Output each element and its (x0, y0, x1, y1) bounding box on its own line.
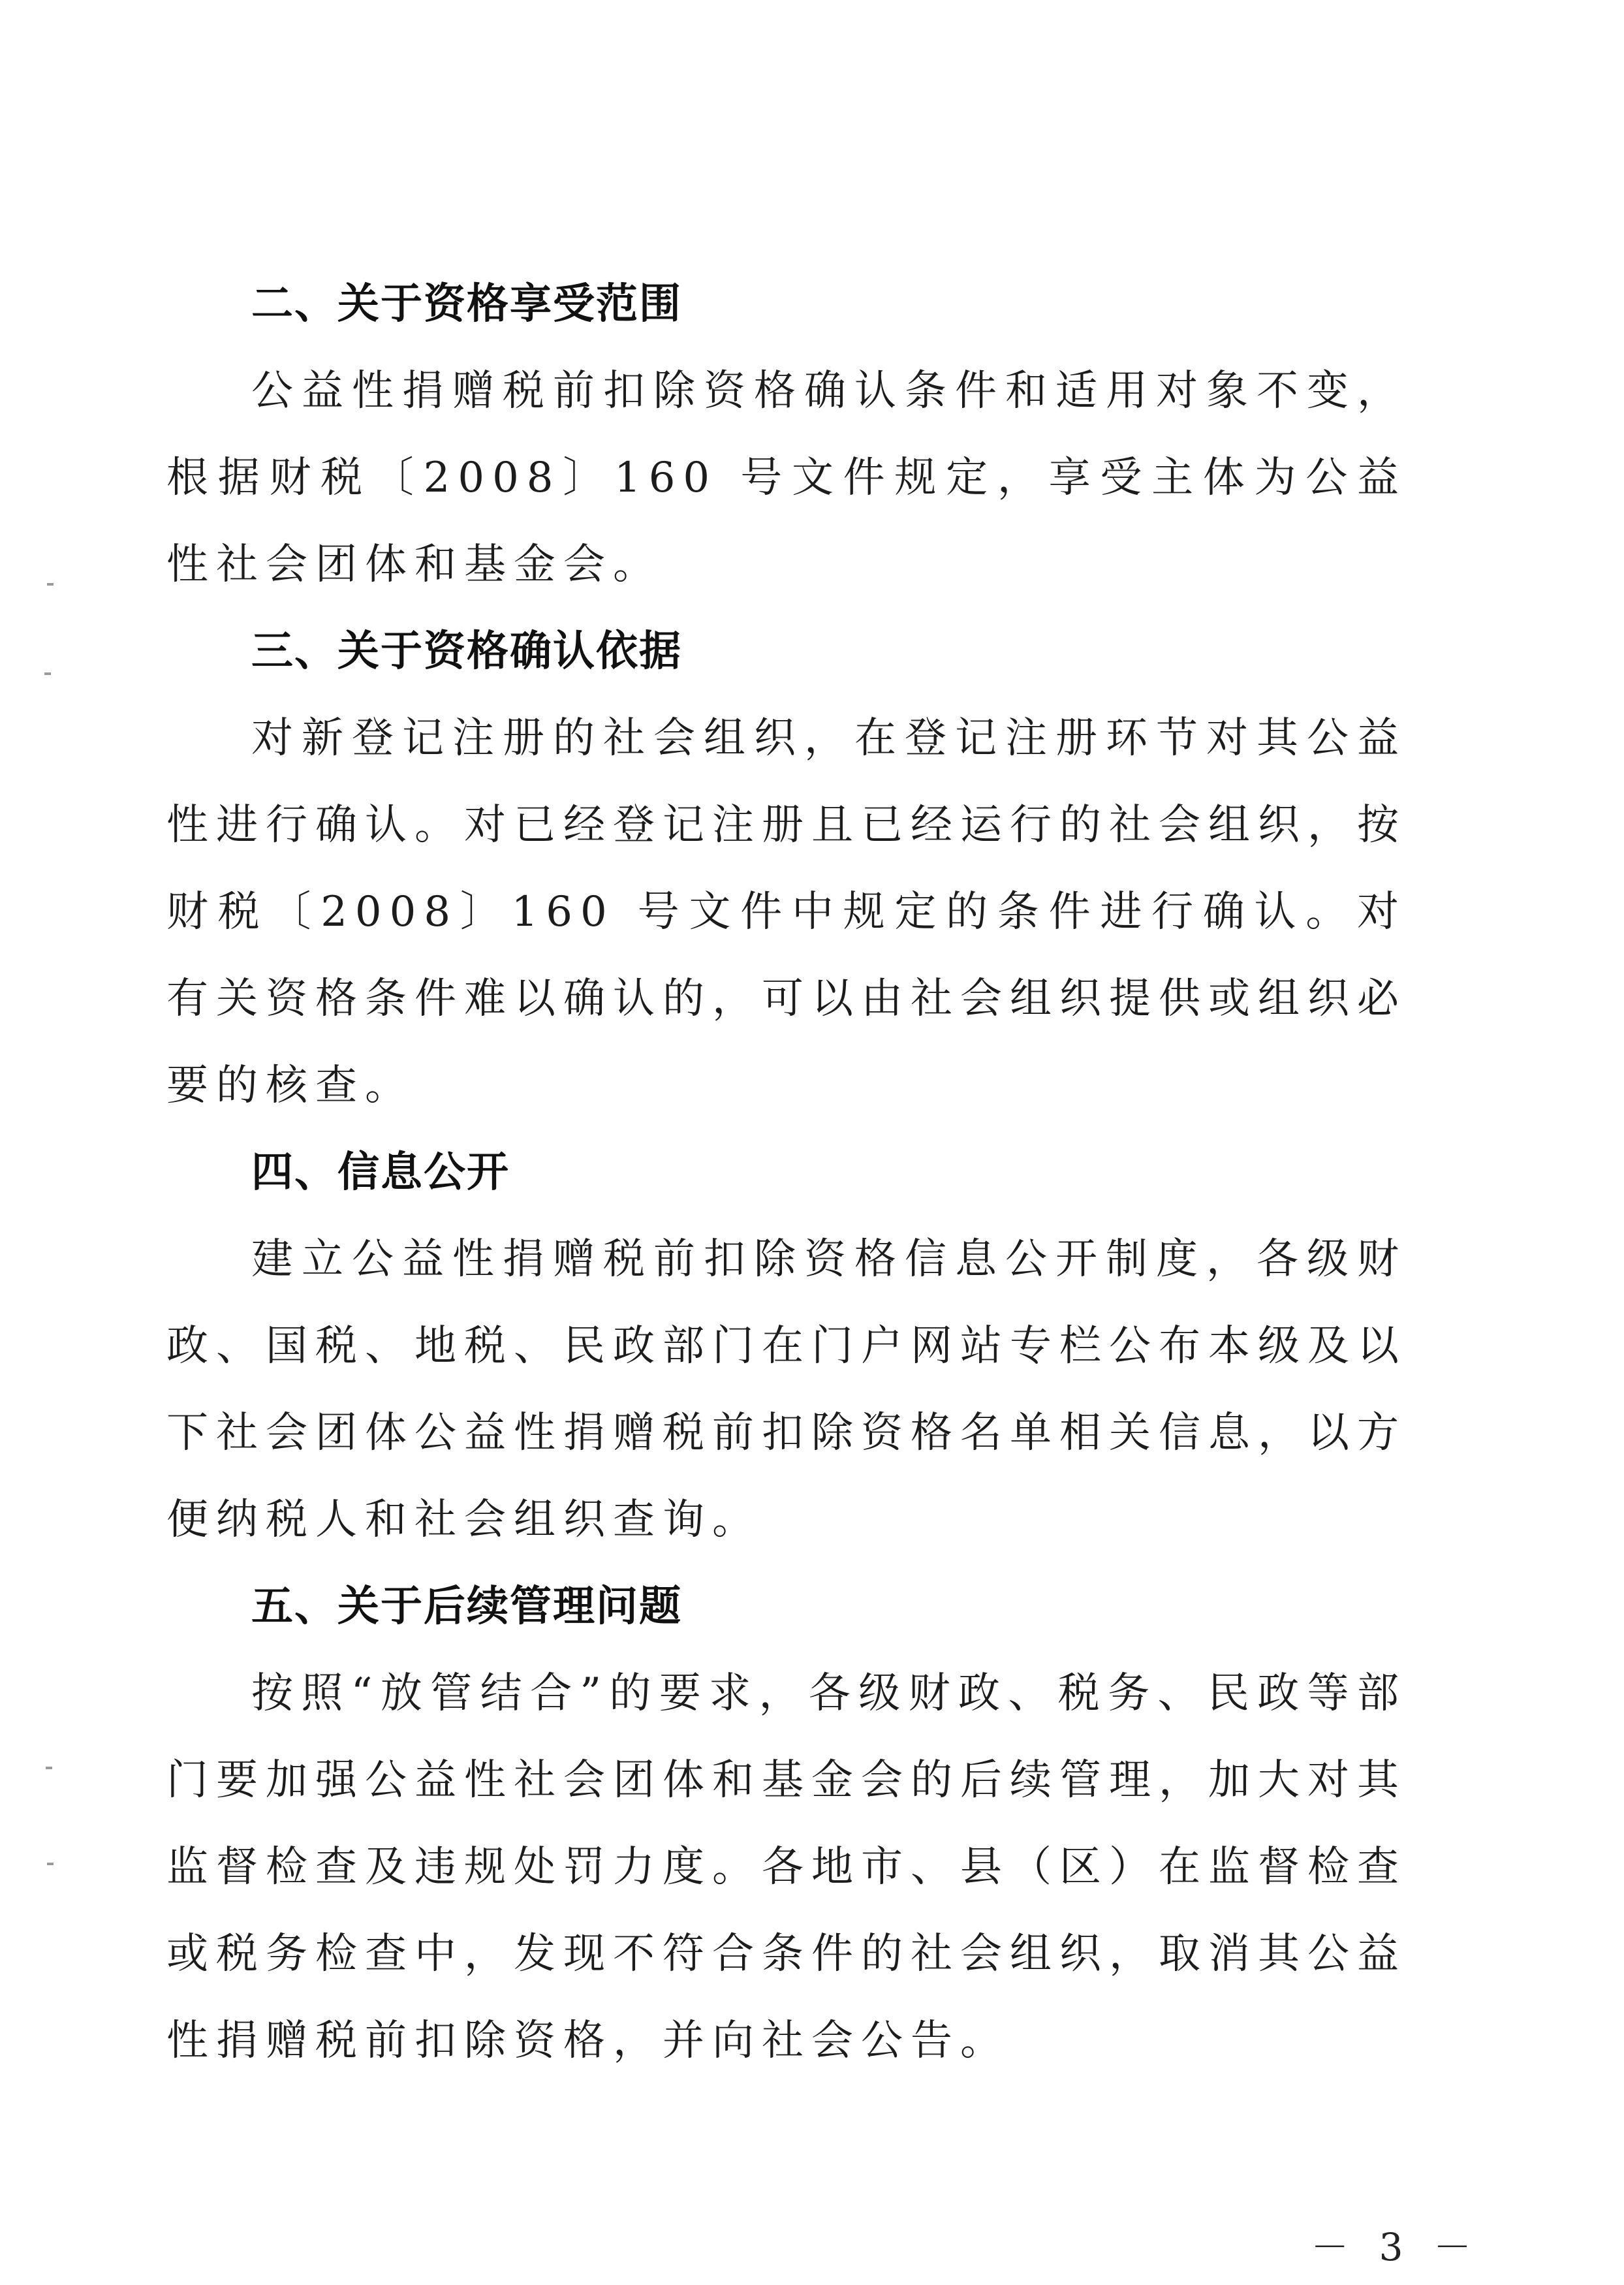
section-heading: 五、关于后续管理问题 (251, 1583, 682, 1631)
section-heading: 二、关于资格享受范围 (251, 280, 682, 328)
page-number: － 3 － (1311, 2225, 1480, 2269)
section-paragraph: 建立公益性捐赠税前扣除资格信息公开制度，各级财政、国税、地税、民政部门在门户网站专栏公布本级及以下社会团体公益性捐赠税前扣除资格名单相关信息，以方便纳税人和社会组织查询。 (166, 1235, 1407, 1544)
section-heading: 三、关于资格确认依据 (251, 627, 682, 676)
scan-mark (44, 672, 51, 675)
section-paragraph: 对新登记注册的社会组织，在登记注册环节对其公益性进行确认。对已经登记注册且已经运行的社会组织，按财税〔2008〕160 号文件中规定的条件进行确认。对有关资格条件难以确认的，可以由社会组织提供或组织必要的核查。 (166, 714, 1407, 1110)
section-confirmation-basis (166, 608, 1407, 1129)
scan-mark (47, 583, 54, 586)
scan-mark (47, 1863, 54, 1865)
section-heading: 四、信息公开 (251, 1148, 510, 1197)
section-qualification-scope (166, 261, 1407, 608)
section-follow-up-management (166, 1564, 1407, 2085)
scan-mark (46, 1767, 52, 1769)
document-body (166, 261, 1407, 2085)
section-information-disclosure (166, 1129, 1407, 1564)
section-paragraph: 按照“放管结合”的要求，各级财政、税务、民政等部门要加强公益性社会团体和基金会的后续管理，加大对其监督检查及违规处罚力度。各地市、县（区）在监督检查或税务检查中，发现不符合条件的社会组织，取消其公益性捐赠税前扣除资格，并向社会公告。 (166, 1669, 1407, 2065)
section-paragraph: 公益性捐赠税前扣除资格确认条件和适用对象不变，根据财税〔2008〕160 号文件规定，享受主体为公益性社会团体和基金会。 (166, 367, 1407, 589)
